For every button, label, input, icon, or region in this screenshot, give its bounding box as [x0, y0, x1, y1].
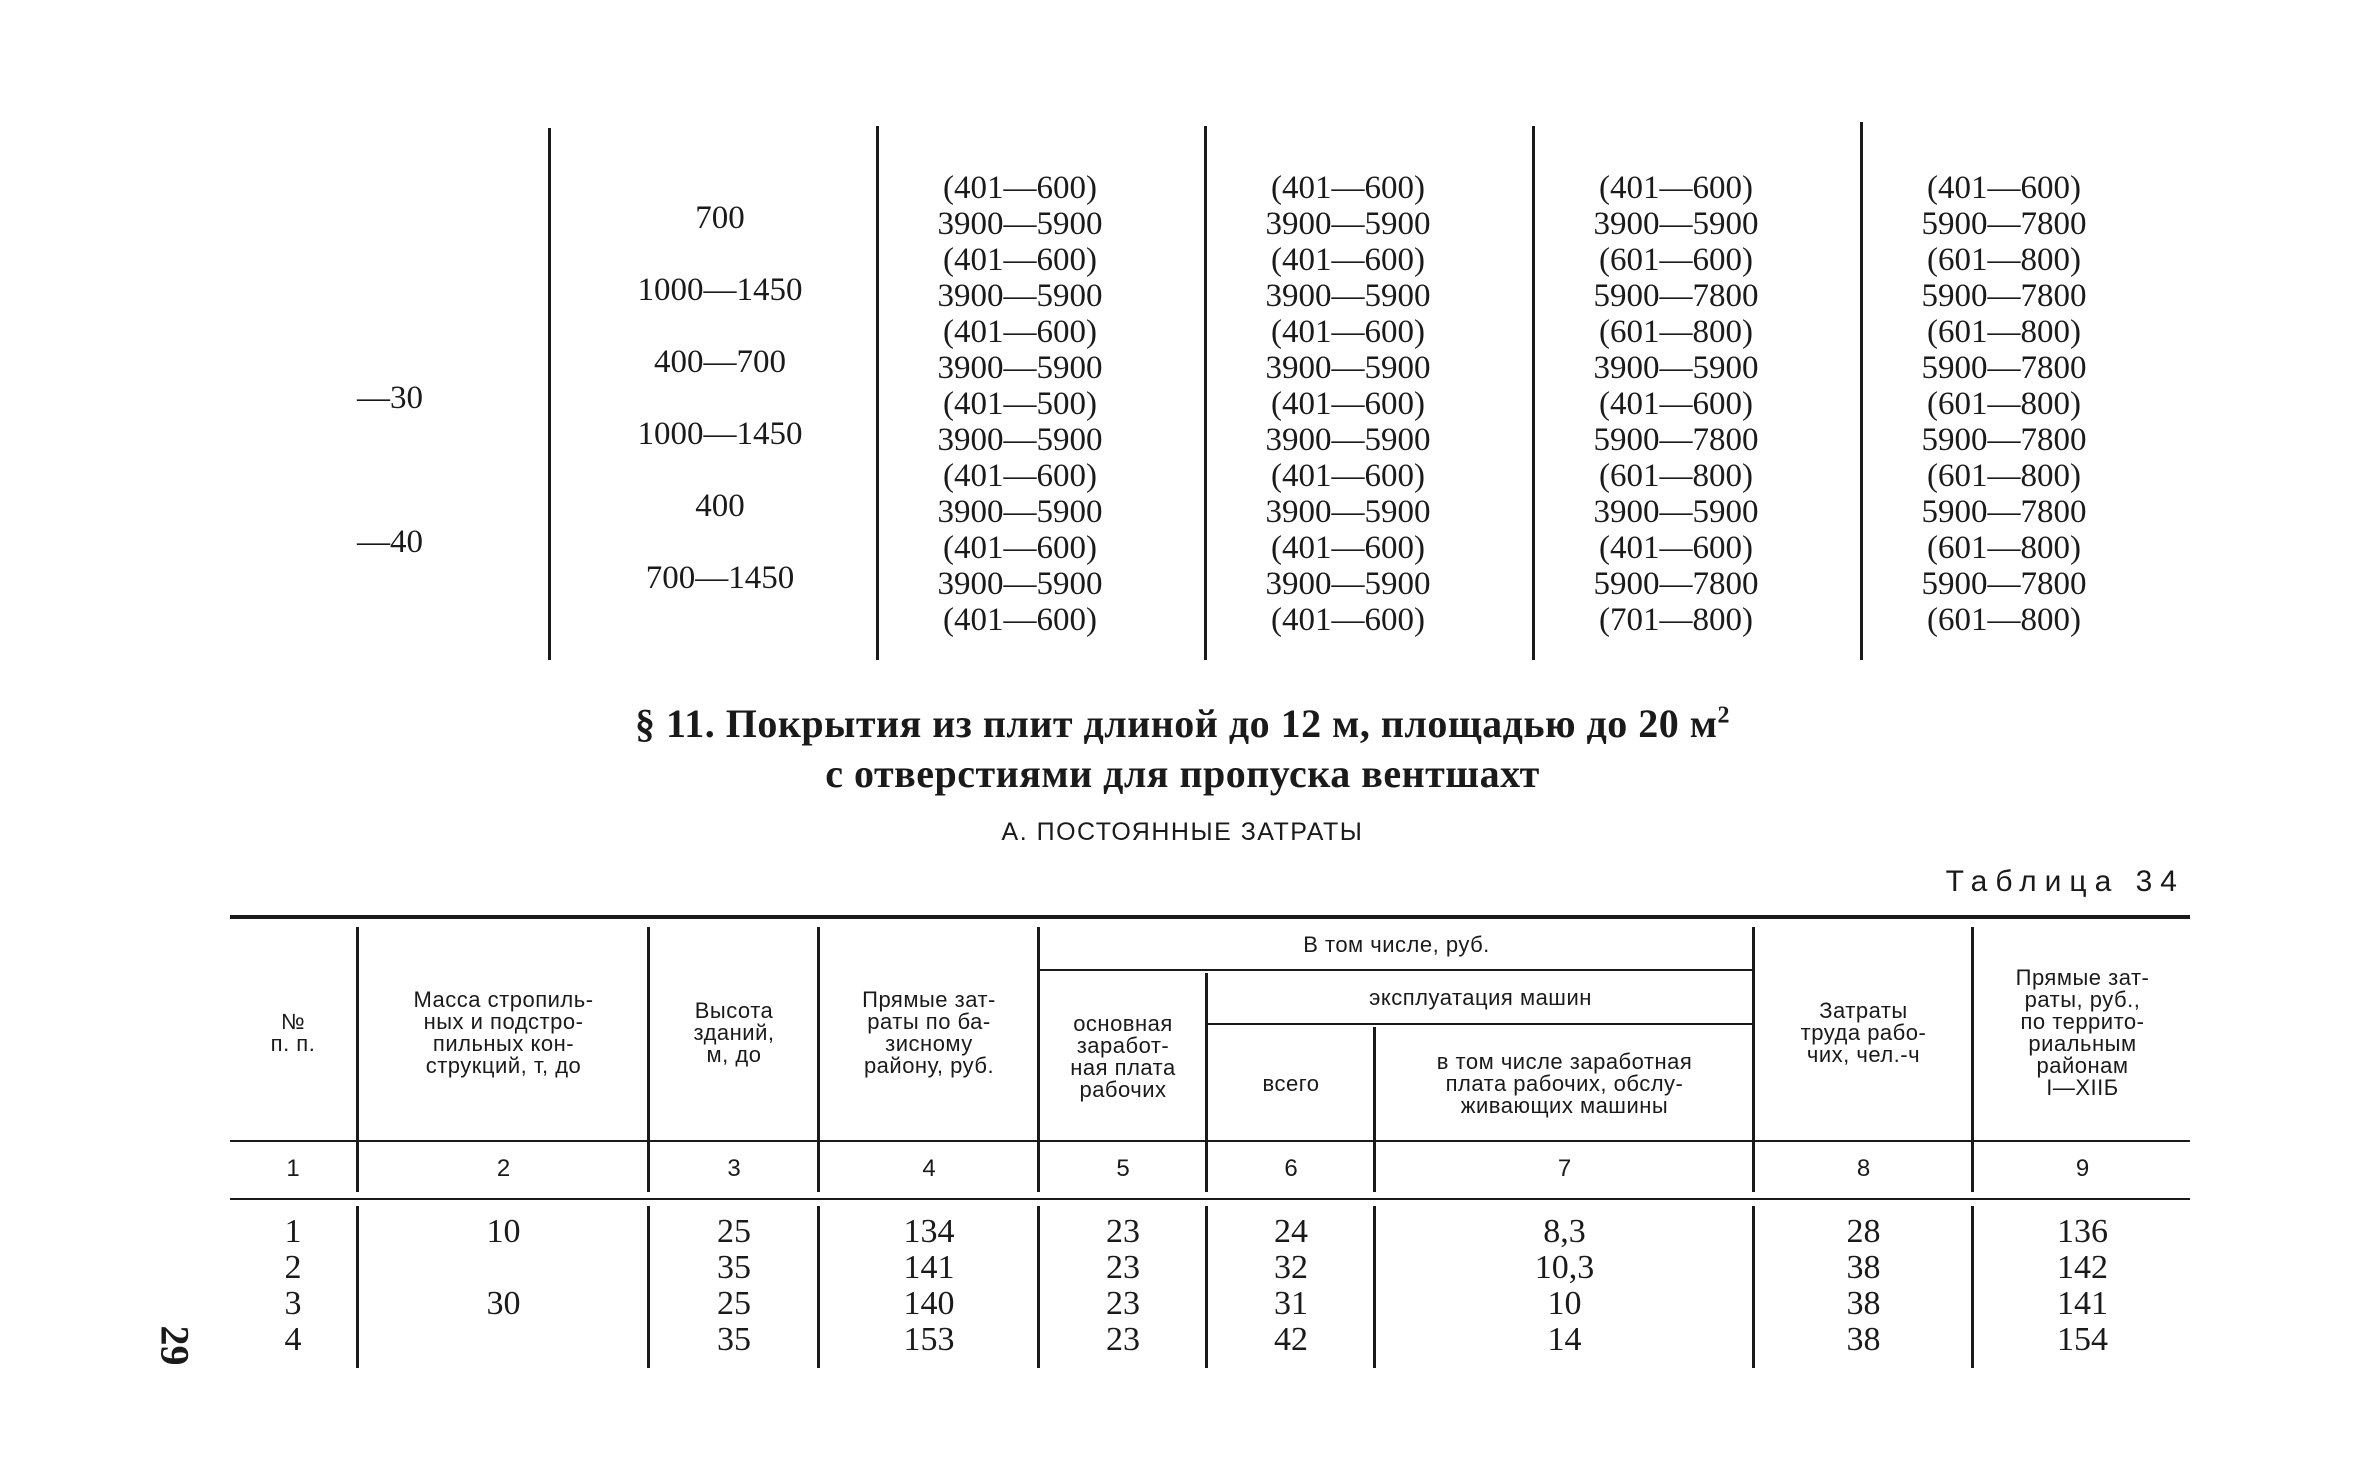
upper-cell: 3900—5900: [1593, 494, 1759, 530]
upper-cell: (401—600): [1599, 530, 1753, 566]
upper-cell: 5900—7800: [1921, 494, 2087, 530]
header-group-machines: [1209, 973, 1752, 1023]
upper-cell: (401—600): [943, 602, 1097, 638]
upper-cell: (601—800): [1927, 314, 2081, 350]
upper-cell: 3900—5900: [937, 350, 1103, 386]
column-number: 7: [1557, 1155, 1572, 1182]
upper-cell: (401—600): [943, 458, 1097, 494]
table-cell-mach-wage: 8,3: [1543, 1213, 1586, 1250]
header-bottom-rule: [230, 1140, 2190, 1142]
header-col7-text: в том числе заработная плата рабочих, обслу- живающих машины: [1436, 1048, 1693, 1118]
upper-cell: 5900—7800: [1593, 278, 1759, 314]
upper-cell: (401—600): [1271, 242, 1425, 278]
table-cell-regional: 142: [2057, 1249, 2108, 1286]
table-cell-direct: 140: [903, 1285, 955, 1322]
upper-cell: (401—600): [943, 530, 1097, 566]
table-cell-mach-total: 31: [1274, 1285, 1308, 1322]
upper-divider: [876, 126, 879, 660]
header-col8: [1756, 925, 1971, 1140]
body-divider: [1373, 1206, 1376, 1368]
header-col9: [1975, 925, 2190, 1140]
table-cell-labor: 38: [1846, 1285, 1881, 1322]
header-divider: [1205, 973, 1208, 1192]
section-title-text: § 11. Покрытия из плит длиной до 12 м, площадью до 20 м: [634, 701, 1718, 746]
table-cell-mass: 30: [486, 1285, 521, 1322]
upper-divider: [1204, 126, 1207, 660]
upper-cell: (401—600): [1927, 170, 2081, 206]
table-cell-mass: 10: [486, 1213, 521, 1250]
header-col5-text: основная заработ- ная плата рабочих: [1070, 1010, 1176, 1102]
upper-cell: 5900—7800: [1593, 566, 1759, 602]
upper-cell: 3900—5900: [937, 206, 1103, 242]
upper-cell: 3900—5900: [1265, 566, 1431, 602]
header-col3-text: Высота зданий, м, до: [693, 997, 775, 1067]
upper-cell: 3900—5900: [937, 422, 1103, 458]
upper-cell: 3900—5900: [1593, 206, 1759, 242]
header-divider: [647, 927, 650, 1192]
body-divider: [647, 1206, 650, 1368]
table-cell-height: 35: [717, 1249, 751, 1286]
upper-cell: 5900—7800: [1593, 422, 1759, 458]
section-title: [0, 700, 2365, 747]
table-cell-wage: 23: [1106, 1285, 1140, 1322]
header-col8-text: Затраты труда рабо- чих, чел.-ч: [1800, 997, 1927, 1067]
header-col6: [1209, 1027, 1373, 1140]
upper-cell: (601—800): [1927, 530, 2081, 566]
table-cell-mach-wage: 14: [1547, 1321, 1582, 1358]
upper-cell: (401—500): [943, 386, 1097, 422]
upper-cell: (401—600): [1271, 386, 1425, 422]
upper-span-label: 1000—1450: [637, 416, 803, 452]
body-divider: [1971, 1206, 1974, 1368]
upper-cell: 5900—7800: [1921, 566, 2087, 602]
upper-cell: 5900—7800: [1921, 278, 2087, 314]
table-cell-wage: 23: [1106, 1249, 1140, 1286]
table-cell-mach-wage: 10,3: [1534, 1249, 1595, 1286]
header-col1: [230, 925, 356, 1140]
upper-span-label: 1000—1450: [637, 272, 803, 308]
upper-cell: 3900—5900: [937, 566, 1103, 602]
column-number: 4: [922, 1155, 936, 1182]
section-title-line2: с отверстиями для пропуска вентшахт: [825, 751, 1540, 796]
table-cell-regional: 154: [2057, 1321, 2108, 1358]
header-divider: [1971, 927, 1974, 1192]
upper-cell: 3900—5900: [1265, 206, 1431, 242]
table-cell-height: 35: [717, 1321, 751, 1358]
header-group-machines-text: эксплуатация машин: [1369, 985, 1592, 1010]
upper-cell: (401—600): [1271, 530, 1425, 566]
header-col3: [651, 925, 817, 1140]
page-number: 29: [152, 1325, 198, 1366]
header-group-including: [1041, 922, 1752, 968]
header-col9-text: Прямые зат- раты, руб., по террито- риальным районам I—XIIБ: [2015, 964, 2150, 1100]
header-col2: [360, 925, 647, 1140]
body-divider: [817, 1206, 820, 1368]
table-cell-mach-total: 42: [1274, 1321, 1308, 1358]
table-cell-mach-wage: 10: [1547, 1285, 1582, 1322]
table-cell-regional: 141: [2057, 1285, 2108, 1322]
table-cell-wage: 23: [1106, 1321, 1140, 1358]
table-cell-n: 2: [284, 1249, 302, 1286]
upper-divider: [548, 128, 551, 660]
body-divider: [1037, 1206, 1040, 1368]
upper-temperature-label: —30: [357, 380, 423, 416]
column-number: 3: [727, 1155, 741, 1182]
upper-cell: 3900—5900: [1265, 494, 1431, 530]
machines-rule: [1208, 1023, 1752, 1025]
table-label: Таблица 34: [1945, 865, 2185, 898]
upper-cell: (601—600): [1599, 242, 1753, 278]
header-col2-text: Масса стропиль- ных и подстро- пильных кон- струкций, т, до: [413, 986, 594, 1078]
header-col4-text: Прямые зат- раты по ба- зисному району, руб.: [862, 986, 996, 1078]
table-cell-direct: 141: [903, 1249, 955, 1286]
upper-cell: (601—800): [1599, 458, 1753, 494]
header-col5: [1041, 973, 1205, 1140]
upper-cell: (401—600): [1599, 386, 1753, 422]
table-cell-n: 3: [284, 1285, 302, 1322]
header-col1-text: № п. п.: [270, 1008, 316, 1056]
number-row-rule: [230, 1198, 2190, 1200]
body-divider: [1205, 1206, 1208, 1368]
header-divider: [1037, 927, 1040, 1192]
section-subtitle: А. ПОСТОЯННЫЕ ЗАТРАТЫ: [1001, 818, 1364, 846]
upper-cell: 3900—5900: [1593, 350, 1759, 386]
upper-cell: 3900—5900: [1265, 278, 1431, 314]
upper-cell: 3900—5900: [937, 278, 1103, 314]
column-number: 2: [496, 1155, 511, 1182]
upper-cell: (601—800): [1927, 458, 2081, 494]
upper-span-label: 400—700: [654, 344, 786, 380]
upper-cell: (401—600): [1599, 170, 1753, 206]
upper-cell: (601—800): [1927, 386, 2081, 422]
upper-cell: 3900—5900: [937, 494, 1103, 530]
column-number: 6: [1284, 1155, 1298, 1182]
table-cell-mach-total: 32: [1274, 1249, 1308, 1286]
upper-cell: (601—800): [1927, 602, 2081, 638]
upper-span-label: 700: [695, 200, 745, 236]
group-rule: [1040, 969, 1752, 971]
column-number: 1: [286, 1155, 300, 1182]
upper-cell: 5900—7800: [1921, 206, 2087, 242]
table-cell-height: 25: [717, 1285, 751, 1322]
table-cell-labor: 28: [1846, 1213, 1881, 1250]
table-top-rule: [230, 915, 2190, 919]
header-col4: [821, 925, 1037, 1140]
upper-cell: (401—600): [1271, 314, 1425, 350]
upper-divider: [1532, 126, 1535, 660]
column-number: 5: [1116, 1155, 1130, 1182]
upper-cell: (401—600): [1271, 170, 1425, 206]
table-cell-direct: 153: [903, 1321, 955, 1358]
upper-divider: [1860, 122, 1863, 660]
header-divider: [1373, 1027, 1376, 1192]
table-cell-n: 4: [284, 1321, 302, 1358]
upper-cell: 5900—7800: [1921, 422, 2087, 458]
section-title-superscript: 2: [1717, 702, 1731, 729]
column-number: 8: [1856, 1155, 1871, 1182]
upper-cell: (401—600): [943, 314, 1097, 350]
header-divider: [817, 927, 820, 1192]
header-divider: [356, 927, 359, 1192]
upper-span-label: 700—1450: [645, 560, 795, 596]
upper-cell: (401—600): [1271, 458, 1425, 494]
header-divider: [1752, 927, 1755, 1192]
header-col7: [1377, 1027, 1752, 1140]
body-divider: [356, 1206, 359, 1368]
column-number: 9: [2075, 1155, 2090, 1182]
upper-span-label: 400: [695, 488, 745, 524]
upper-cell: 5900—7800: [1921, 350, 2087, 386]
upper-cell: 3900—5900: [1265, 350, 1431, 386]
table-cell-direct: 134: [903, 1213, 955, 1250]
header-group-including-text: В том числе, руб.: [1303, 932, 1490, 957]
upper-cell: (401—600): [943, 170, 1097, 206]
upper-cell: 3900—5900: [1265, 422, 1431, 458]
table-cell-regional: 136: [2057, 1213, 2108, 1250]
table-cell-height: 25: [717, 1213, 751, 1250]
upper-temperature-label: —40: [357, 524, 423, 560]
upper-cell: (601—800): [1927, 242, 2081, 278]
table-cell-labor: 38: [1846, 1249, 1881, 1286]
table-cell-wage: 23: [1106, 1213, 1140, 1250]
upper-cell: (701—800): [1599, 602, 1753, 638]
upper-cell: (401—600): [1271, 602, 1425, 638]
header-col6-text: всего: [1262, 1070, 1320, 1096]
table-cell-labor: 38: [1846, 1321, 1881, 1358]
upper-cell: (601—800): [1599, 314, 1753, 350]
table-cell-n: 1: [284, 1213, 302, 1250]
upper-cell: (401—600): [943, 242, 1097, 278]
body-divider: [1752, 1206, 1755, 1368]
table-cell-mach-total: 24: [1274, 1213, 1308, 1250]
